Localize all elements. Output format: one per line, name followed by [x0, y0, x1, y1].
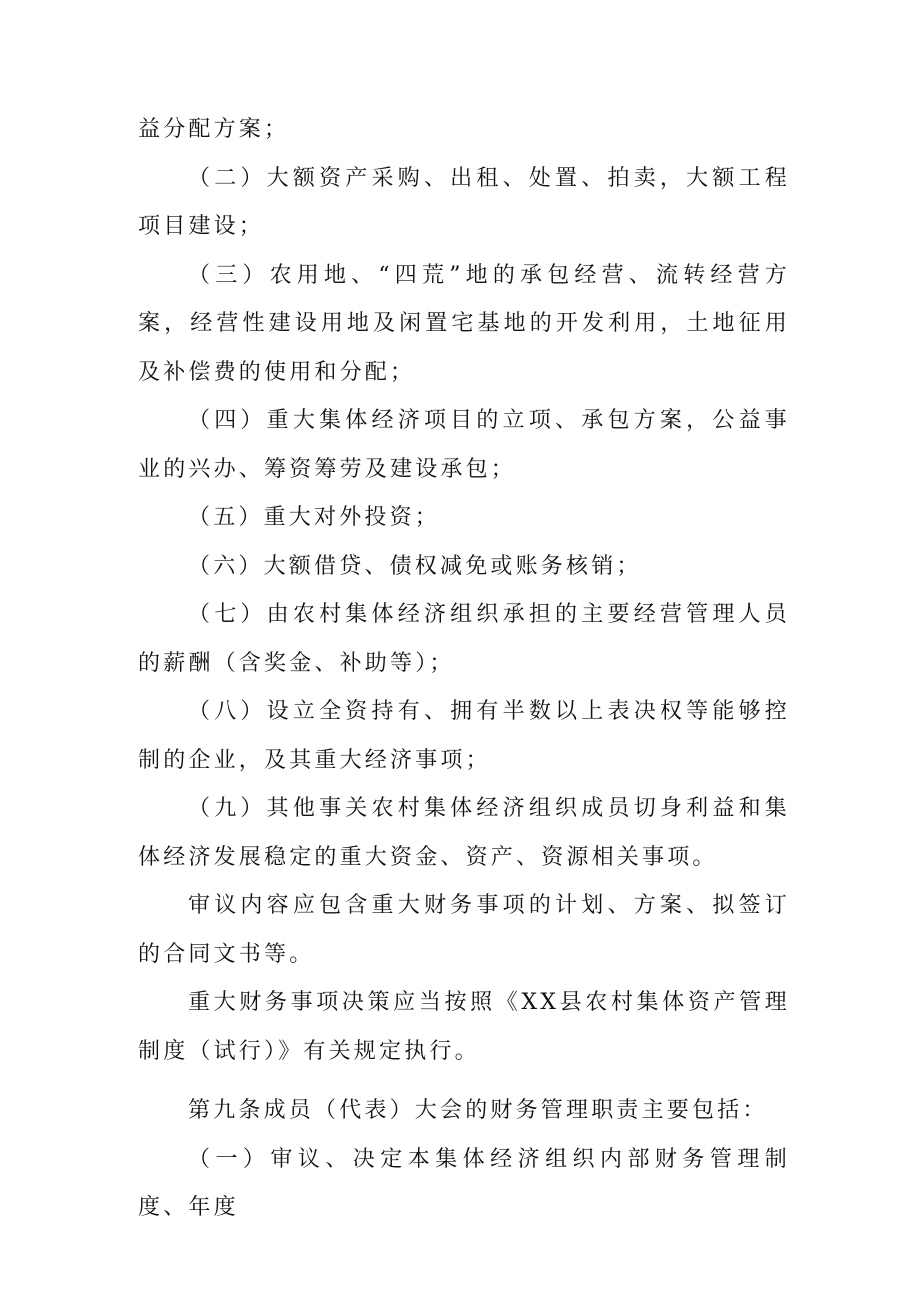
paragraph-item-3: （三）农用地、“四荒”地的承包经营、流转经营方案，经营性建设用地及闲置宅基地的开发利用，土地征用及补偿费的使用和分配；	[138, 262, 790, 385]
paragraph-item-8: （八）设立全资持有、拥有半数以上表决权等能够控制的企业，及其重大经济事项；	[138, 699, 790, 773]
paragraph-item-2: （二）大额资产采购、出租、处置、拍卖，大额工程项目建设；	[138, 165, 790, 239]
paragraph-item-4: （四）重大集体经济项目的立项、承包方案，公益事业的兴办、筹资筹劳及建设承包；	[138, 408, 790, 482]
paragraph-item-5: （五）重大对外投资；	[188, 505, 441, 530]
paragraph-decision-rule: 重大财务事项决策应当按照《XX县农村集体资产管理制度（试行）》有关规定执行。	[138, 990, 790, 1064]
paragraph-article-9: 第九条成员（代表）大会的财务管理职责主要包括：	[188, 1098, 768, 1123]
paragraph-item-6: （六）大额借贷、债权减免或账务核销；	[188, 553, 642, 579]
paragraph-review-content: 审议内容应包含重大财务事项的计划、方案、拟签订的合同文书等。	[138, 893, 790, 967]
paragraph-profit-plan: 益分配方案；	[138, 117, 290, 142]
document-body	[138, 106, 790, 1233]
paragraph-item-7: （七）由农村集体经济组织承担的主要经营管理人员的薪酬（含奖金、补助等）；	[138, 602, 790, 676]
paragraph-item-9: （九）其他事关农村集体经济组织成员切身利益和集体经济发展稳定的重大资金、资产、资源相关事项。	[138, 796, 790, 870]
paragraph-article-9-item-1: （一）审议、决定本集体经济组织内部财务管理制度、年度	[138, 1146, 790, 1220]
